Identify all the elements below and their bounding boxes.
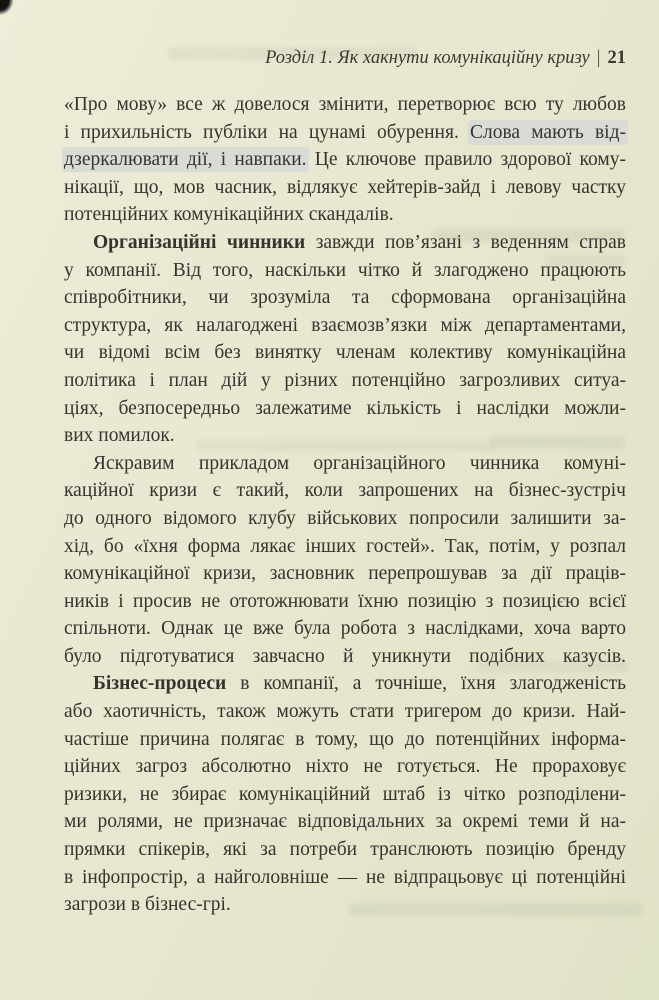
text-line: [64, 450, 626, 478]
text-line: [64, 477, 626, 505]
paragraph: [64, 450, 626, 671]
text-segment: хід, бо «їхня форма лякає інших гостей». Так, потім, у розпал: [64, 535, 626, 557]
paragraph: [64, 670, 626, 918]
running-header: [265, 47, 626, 70]
text-segment: каційної кризи є такий, коли запрошених на бізнес-зустріч: [64, 480, 626, 502]
text-line: [64, 864, 626, 892]
text-segment: комунікаційної кризи, засновник перепрошував за дії праців-: [64, 563, 626, 585]
text-line: [64, 781, 626, 809]
text-line: [64, 174, 626, 202]
text-segment: в інфопростір, а найголовніше — не відпрацьовує ці потенційні: [64, 866, 626, 888]
text-segment: до одного відомого клубу військових попросили залишити за-: [64, 507, 626, 529]
text-line: [64, 726, 626, 754]
text-line: [64, 670, 626, 698]
text-segment: і прихильність публіки на цунамі обурення.: [64, 121, 470, 143]
text-segment: у компанії. Від того, наскільки чітко й злагоджено працюють: [64, 259, 626, 281]
text-segment: частіше причина полягає в тому, що до потенційних інформа-: [64, 728, 626, 750]
text-segment: ціях, безпосередньо залежатиме кількість і наслідки можли-: [64, 397, 626, 419]
bold-lead-text: Бізнес-процеси: [93, 673, 227, 695]
text-segment: чи відомі всім без винятку членам колективу комунікаційна: [64, 342, 626, 364]
text-segment: спільноти. Однак це вже була робота з наслідками, хоча варто: [64, 618, 626, 640]
page-corner-shadow: [0, 0, 34, 38]
chapter-title: Розділ 1. Як хакнути комунікаційну кризу: [265, 48, 590, 68]
text-segment: Яскравим прикладом організаційного чинника комуні-: [93, 452, 626, 474]
text-segment: співробітники, чи зрозуміла та сформована організаційна: [64, 287, 626, 309]
text-line: [64, 119, 626, 147]
text-line: [64, 891, 626, 919]
text-segment: структура, як налагоджені взаємозв’язки між департаментами,: [64, 314, 626, 336]
text-line: [64, 284, 626, 312]
bold-lead-text: Організаційні чинники: [93, 231, 306, 253]
text-segment: потенційних комунікаційних скандалів.: [64, 204, 394, 226]
text-segment: ників і просив не ототожнювати їхню позицію з позицією всієї: [64, 590, 626, 612]
text-line: [64, 422, 626, 450]
text-segment: прямки спікерів, які за потреби транслюють позицію бренду: [64, 839, 626, 861]
text-line: [64, 698, 626, 726]
text-segment: або хаотичність, також можуть стати тригером до кризи. Най-: [64, 701, 626, 723]
text-segment: Це ключове правило здорової кому-: [306, 149, 626, 171]
text-segment: ційних загроз абсолютно ніхто не готується. Не прораховує: [64, 756, 626, 778]
paragraph: [64, 91, 626, 229]
body-text: [64, 91, 626, 919]
text-segment: завжди пов’язані з веденням справ: [305, 231, 626, 253]
text-segment: було підготуватися завчасно й уникнути подібних казусів.: [64, 645, 626, 667]
paragraph: [64, 229, 626, 450]
page-number: 21: [607, 48, 626, 68]
text-line: [64, 367, 626, 395]
text-line: [64, 395, 626, 423]
text-line: [64, 257, 626, 285]
highlighted-text: дзеркалювати дії, і навпаки.: [64, 149, 307, 171]
text-line: [64, 339, 626, 367]
text-segment: «Про мову» все ж довелося змінити, перетворює всю ту любов: [64, 94, 626, 115]
text-line: [64, 533, 626, 561]
text-line: [64, 201, 626, 229]
text-segment: в компанії, а точніше, їхня злагодженість: [226, 673, 626, 695]
text-line: [64, 836, 626, 864]
text-line: [64, 643, 626, 671]
text-line: [64, 615, 626, 643]
text-line: [64, 229, 626, 257]
text-line: [64, 312, 626, 340]
text-segment: ми ролями, не призначає відповідальних за окремі теми й на-: [64, 811, 626, 833]
text-segment: нікації, що, мов часник, відлякує хейтерів-зайд і левову частку: [64, 176, 626, 198]
header-separator: |: [596, 48, 601, 68]
text-line: [64, 808, 626, 836]
text-segment: вих помилок.: [64, 425, 175, 447]
text-line: [64, 505, 626, 533]
text-line: [64, 753, 626, 781]
text-line: [64, 588, 626, 616]
highlighted-text: Слова мають від-: [469, 121, 626, 143]
text-segment: ризики, не збирає комунікаційний штаб із чітко розподілени-: [64, 783, 626, 805]
text-line: [64, 91, 626, 119]
text-line: [64, 560, 626, 588]
text-segment: загрози в бізнес-грі.: [64, 894, 231, 916]
text-line: [64, 146, 626, 174]
text-segment: політика і план дій у різних потенційно загрозливих ситуа-: [64, 369, 626, 391]
